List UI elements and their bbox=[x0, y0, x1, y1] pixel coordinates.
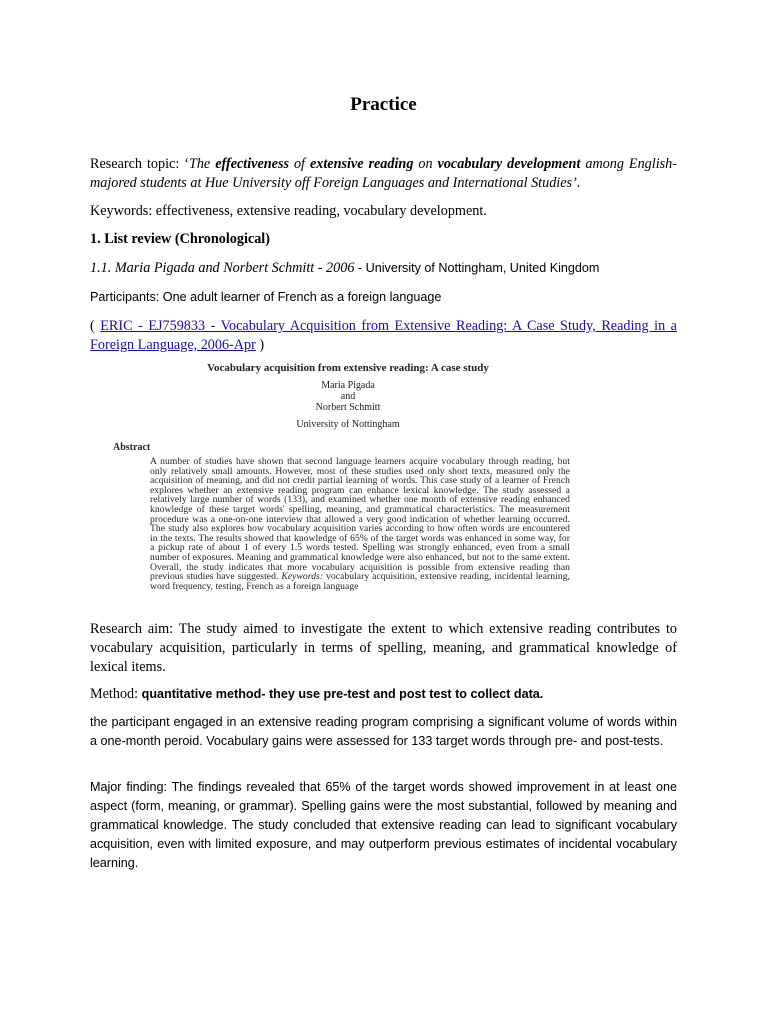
figure-author-1: Maria Pigada bbox=[321, 380, 375, 391]
participants-line: Participants: One adult learner of French as a foreign language bbox=[90, 290, 442, 304]
page-title: Practice bbox=[350, 94, 417, 115]
review-authors-line: 1.1. Maria Pigada and Norbert Schmitt - 2006 - University of Nottingham, United Kingdom bbox=[90, 260, 600, 276]
research-topic: Research topic: ‘The effectiveness of extensive reading on vocabulary development among English-majored students at Hue University off Foreign Languages and International Studies’. bbox=[90, 156, 678, 191]
figure-abstract-text: A number of studies have shown that second language learners acquire vocabulary through reading, but only relatively small amounts. However, most of these studies used only short texts, measured only the acquisition of meaning, and did not credit partial learning of words. This case study of a learner of French explores whether an extensive reading program can enhance lexical knowledge. The study assessed a relatively large number of words (133), and examined whether one month of extensive reading enhanced knowledge of these target words' spelling, meaning, and grammatical characteristics. The measurement procedure was a one-on-one interview that allowed a very good indication of whether learning occurred. The study also explores how vocabulary acquisition varies according to how often words are encountered in the texts. The results showed that knowledge of 65% of the target words was enhanced in some way, for a pickup rate of about 1 of every 1.5 words tested. Spelling was strongly enhanced, even from a small number of exposures. Meaning and grammatical knowledge were also enhanced, but not to the same extent. Overall, the study indicates that more vocabulary acquisition is possible from extensive reading than previous studies have suggested. Keywords: vocabulary acquisition, extensive reading, incidental learning, word frequency, testing, French as a foreign language bbox=[150, 456, 570, 592]
reference-line: ( ERIC - EJ759833 - Vocabulary Acquisition from Extensive Reading: A Case Study, Reading in a Foreign Language, 2006-Apr ) bbox=[90, 318, 677, 353]
figure-title: Vocabulary acquisition from extensive reading: A case study bbox=[207, 362, 489, 374]
figure-author-2: Norbert Schmitt bbox=[315, 402, 381, 413]
figure-and: and bbox=[340, 391, 356, 402]
figure-institution: University of Nottingham bbox=[296, 419, 400, 430]
abstract-figure bbox=[113, 360, 583, 610]
procedure-paragraph: the participant engaged in an extensive reading program comprising a significant volume of words within a one-month peroid. Vocabulary gains were assessed for 133 target words through pre- and post-tests. bbox=[90, 715, 677, 748]
eric-reference-link[interactable]: ERIC - EJ759833 - Vocabulary Acquisition from Extensive Reading: A Case Study, Reading in a Foreign Language, 2006-Apr bbox=[90, 318, 677, 353]
research-aim: Research aim: The study aimed to investigate the extent to which extensive reading contributes to vocabulary acquisition, particularly in terms of spelling, meaning, and grammatical knowledge of lexical items. bbox=[90, 621, 677, 675]
method-line: Method: quantitative method- they use pre-test and post test to collect data. bbox=[90, 686, 544, 702]
keywords-line: Keywords: effectiveness, extensive reading, vocabulary development. bbox=[90, 203, 487, 219]
major-finding-paragraph: Major finding: The findings revealed that 65% of the target words showed improvement in at least one aspect (form, meaning, or grammar). Spelling gains were the most substantial, followed by meaning and grammatical knowledge. The study concluded that extensive reading can lead to significant vocabulary acquisition, even with limited exposure, and may outperform previous estimates of incidental vocabulary learning. bbox=[90, 780, 677, 870]
figure-abstract-heading: Abstract bbox=[113, 442, 151, 453]
section-heading: 1. List review (Chronological) bbox=[90, 231, 270, 247]
